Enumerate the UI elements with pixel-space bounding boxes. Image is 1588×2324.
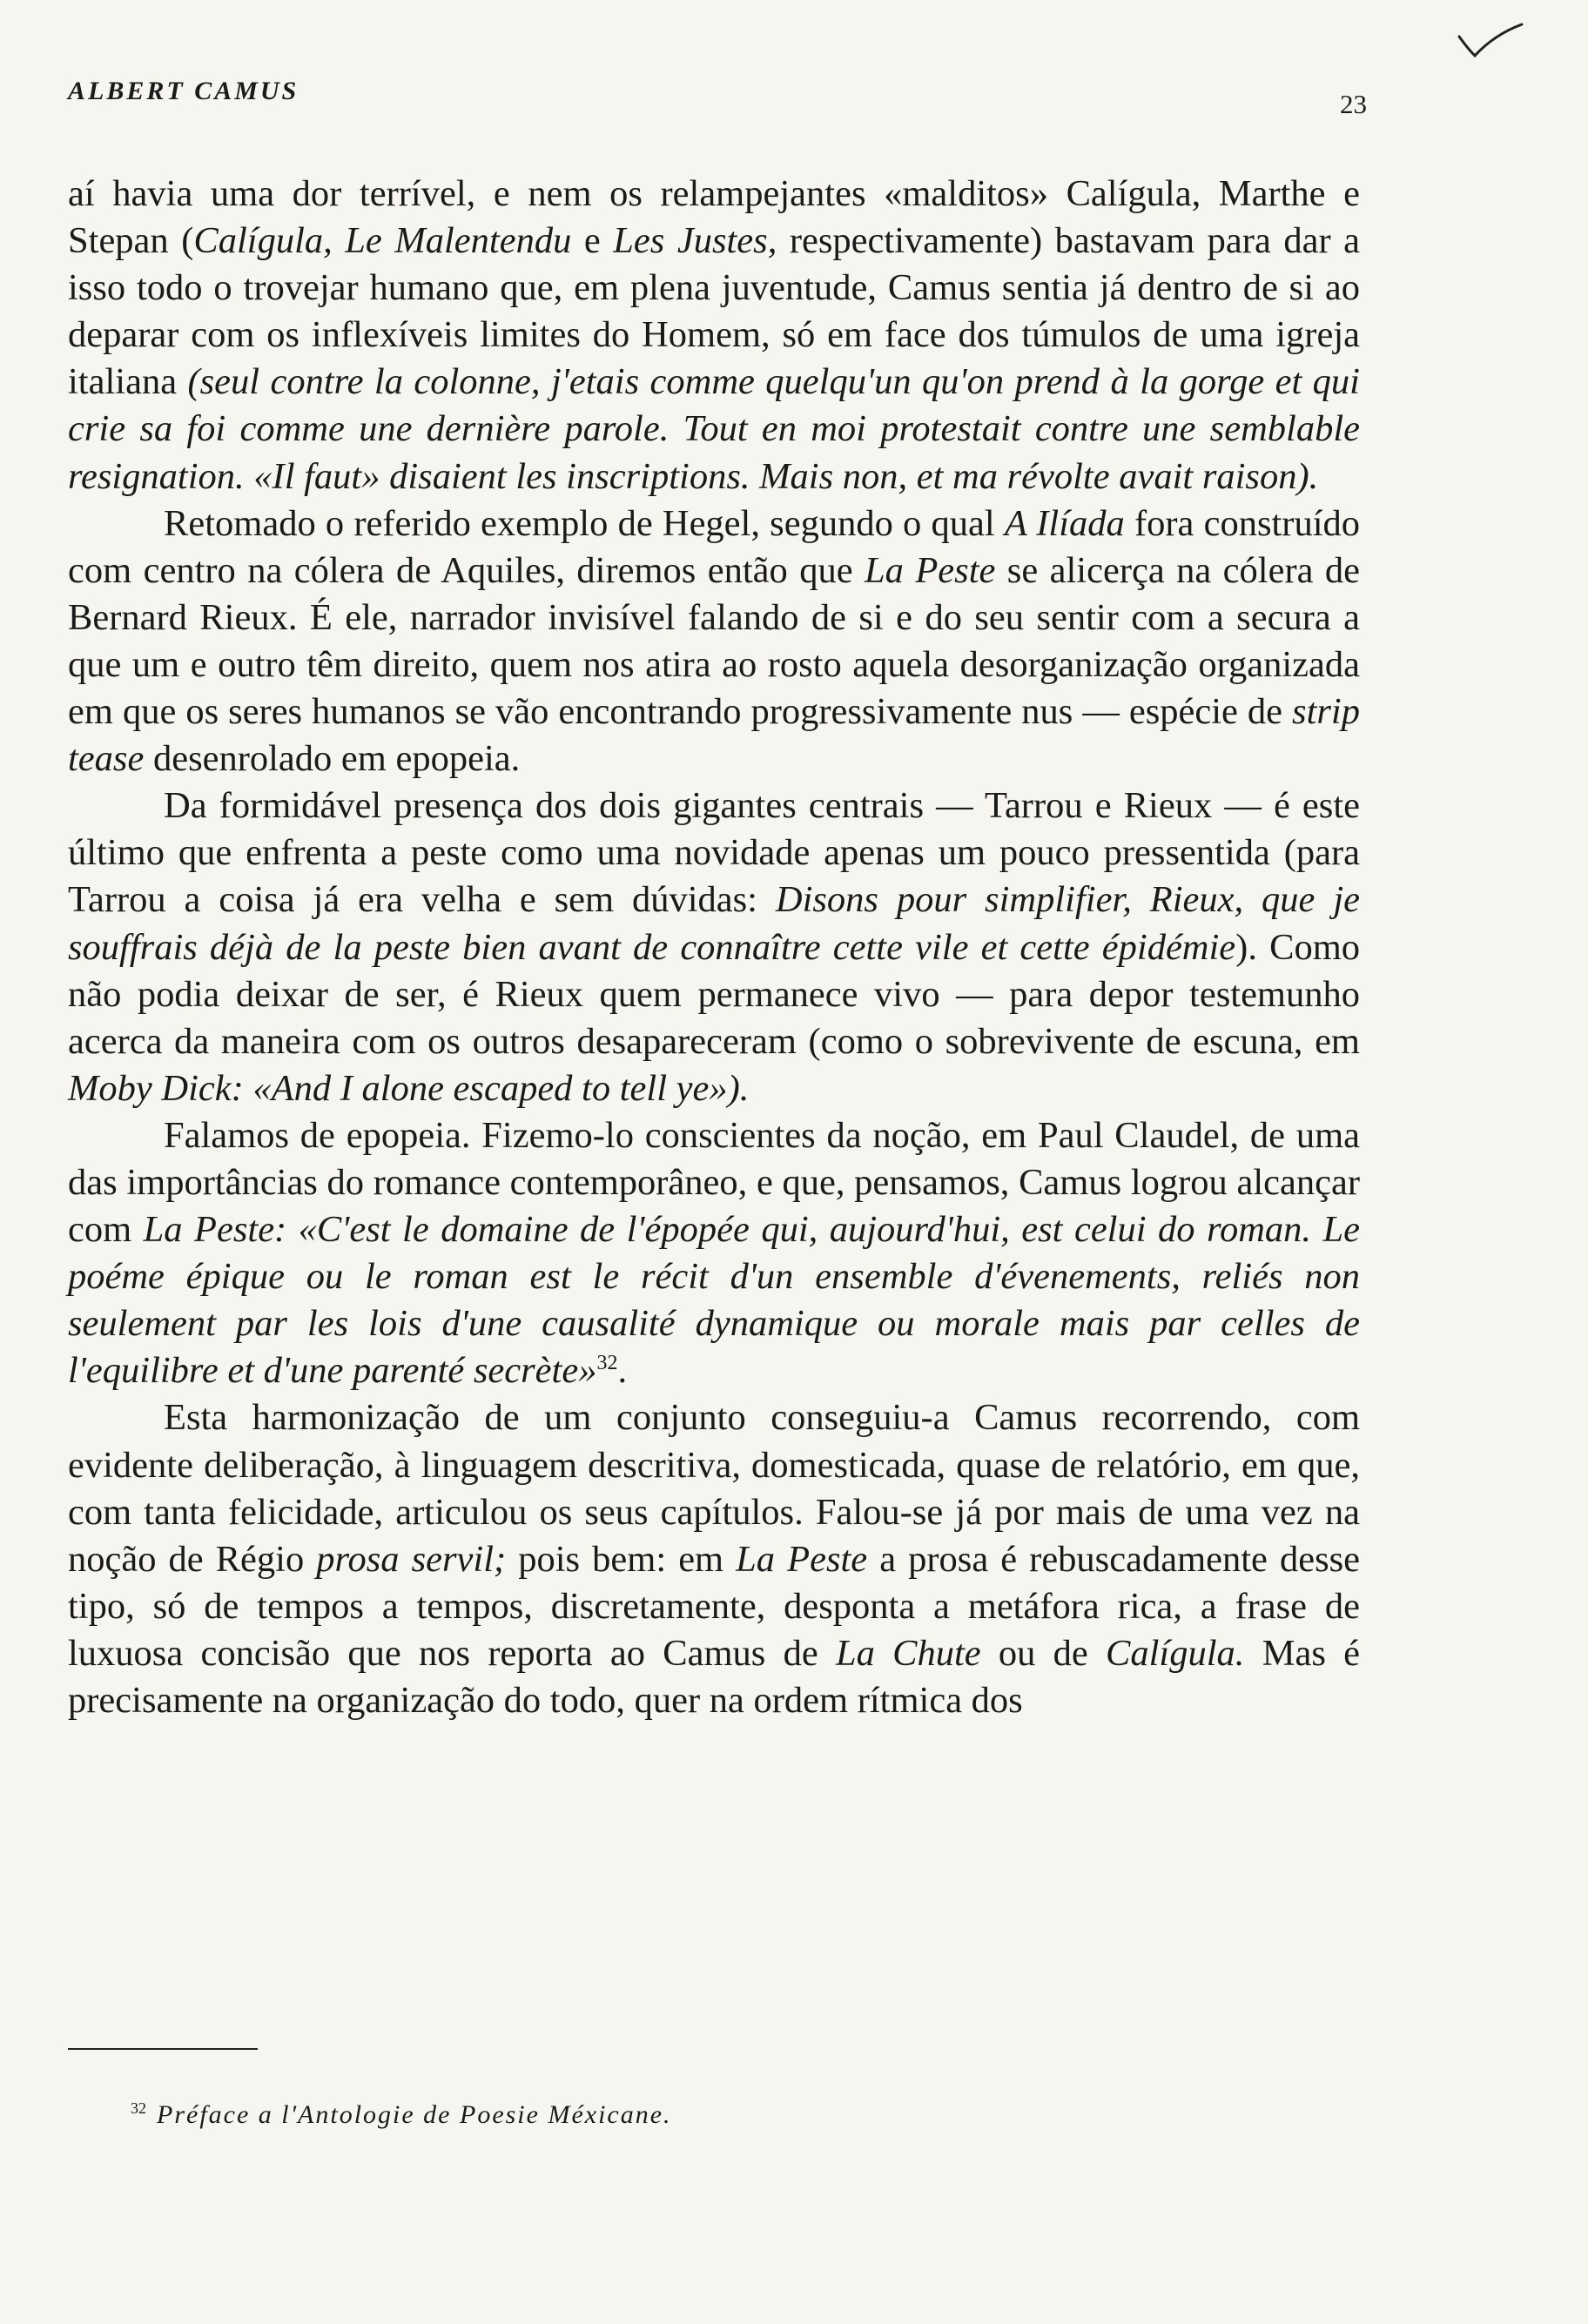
text-run: respectivamente) bastavam para dar a isso todo o trovejar humano que, em plena juventude, Camus sentia já dentro de si ao deparar com os inflexíveis limites do Homem, só em face dos túmulos de uma igreja italiana bbox=[68, 220, 1360, 403]
text-run: a prosa é rebuscadamente desse tipo, só de tempos a tempos, discretamente, desponta a metáfora rica, a frase de luxuosa concisão que nos reporta ao Camus de bbox=[68, 1538, 1361, 1674]
italic-text: strip tease bbox=[68, 691, 1360, 780]
text-run: Falamos de epopeia. Fizemo-lo conscientes da noção, em Paul Claudel, de uma das importâncias do romance contemporâneo, e que, pensamos, Camus logrou alcançar com bbox=[68, 1114, 1360, 1251]
paragraph bbox=[68, 171, 1360, 500]
running-head: ALBERT CAMUS bbox=[68, 77, 299, 105]
text-run: Retomado o referido exemplo de Hegel, segundo o qual bbox=[164, 502, 1005, 544]
paragraph bbox=[68, 783, 1360, 1112]
italic-text: Moby Dick: «And I alone escaped to tell ye»). bbox=[68, 1067, 750, 1109]
paragraph bbox=[68, 1394, 1360, 1724]
italic-text: A Ilíada bbox=[1004, 502, 1125, 544]
footnote-number: 32 bbox=[131, 2099, 146, 2117]
footnote-separator bbox=[68, 2048, 258, 2050]
text-run: desenrolado em epopeia. bbox=[144, 738, 521, 780]
italic-text: La Peste: «C'est le domaine de l'épopée qui, aujourd'hui, est celui do roman. Le poéme épique ou le roman est le récit d'un ensemble d'évenements, reliés non seulement par les lois d'une causalité dynamique ou morale mais par celles de l'equilibre et d'une parenté secrète» bbox=[68, 1209, 1361, 1392]
check-mark-icon bbox=[1456, 19, 1525, 63]
italic-text: La Peste bbox=[865, 549, 996, 591]
text-run: e bbox=[571, 220, 614, 262]
italic-text: Calígula, Le Malentendu bbox=[193, 220, 572, 262]
text-run: Mas é precisamente na organização do todo, quer na ordem rítmica dos bbox=[68, 1632, 1361, 1721]
italic-text: Calígula. bbox=[1106, 1632, 1245, 1674]
footnote-text: Préface a l'Antologie de Poesie Méxicane. bbox=[157, 2100, 672, 2129]
footnote-reference: 32 bbox=[596, 1352, 618, 1375]
body-text bbox=[68, 171, 1360, 1724]
text-run: fora construído com centro na cólera de Aquiles, diremos então que bbox=[68, 502, 1360, 591]
text-run: ou de bbox=[980, 1632, 1107, 1674]
italic-text: Les Justes, bbox=[613, 220, 777, 262]
paragraph bbox=[68, 500, 1360, 783]
page-number: 23 bbox=[1340, 89, 1367, 119]
italic-text: La Peste bbox=[736, 1538, 868, 1580]
italic-text: La Chute bbox=[835, 1632, 981, 1674]
text-run: Da formidável presença dos dois gigantes centrais — Tarrou e Rieux — é este último que enfrenta a peste como uma novidade apenas um pouco pressentida (para Tarrou a coisa já era velha e sem dúvidas: bbox=[68, 785, 1360, 921]
italic-text: (seul contre la colonne, j'etais comme quelqu'un qu'on prend à la gorge et qui crie sa foi comme une dernière parole. Tout en moi protestait contre une semblable resignation. «Il faut» disaient les inscriptions. Mais non, et ma révolte avait raison). bbox=[68, 361, 1360, 497]
text-run: Esta harmonização de um conjunto conseguiu-a Camus recorrendo, com evidente deliberação, à linguagem descritiva, domesticada, quase de relatório, em que, com tanta felicidade, articulou os seus capítulos. Falou-se já por mais de uma vez na noção de Régio bbox=[68, 1397, 1360, 1580]
text-run: ). Como não podia deixar de ser, é Rieux quem permanece vivo — para depor testemunho acerca da maneira com os outros desapareceram (como o sobrevivente de escuna, em bbox=[68, 926, 1360, 1062]
italic-text: Disons pour simplifier, Rieux, que je souffrais déjà de la peste bien avant de connaître cette vile et cette épidémie bbox=[68, 879, 1360, 968]
text-run: se alicerça na cólera de Bernard Rieux. É ele, narrador invisível falando de si e do seu sentir com a secura a que um e outro têm direito, quem nos atira ao rosto aquela desorganização organizada em que os seres humanos se vão encontrando progressivamente nus — espécie de bbox=[68, 549, 1361, 733]
paragraph bbox=[68, 1112, 1360, 1395]
text-run: . bbox=[617, 1350, 628, 1392]
footnote bbox=[131, 2099, 672, 2130]
italic-text: prosa servil; bbox=[316, 1538, 507, 1580]
text-run: aí havia uma dor terrível, e nem os relampejantes «malditos» Calígula, Marthe e Stepan ( bbox=[68, 173, 1360, 262]
text-run: pois bem: em bbox=[506, 1538, 737, 1580]
